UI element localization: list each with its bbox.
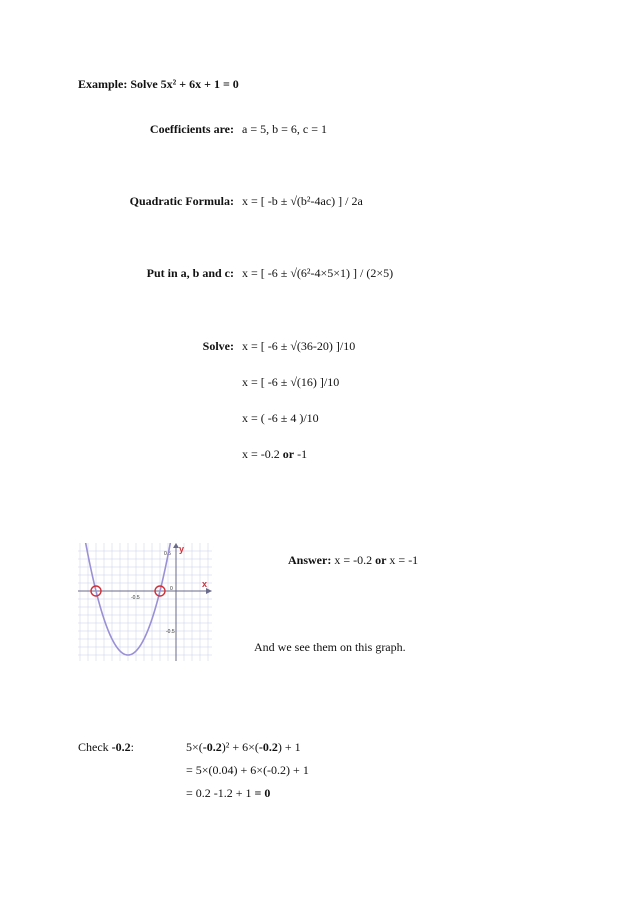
graph-note: And we see them on this graph.: [254, 640, 406, 654]
check-line-1-e: ) + 1: [277, 740, 301, 754]
solve-final-or: or: [282, 447, 295, 461]
check-line-2: = 5×(0.04) + 6×(-0.2) + 1: [186, 763, 309, 777]
tick-label-y-zero: 0: [170, 586, 173, 592]
check-label-prefix: Check: [78, 740, 109, 754]
check-label-colon: :: [130, 740, 134, 754]
solve-final: [242, 447, 307, 462]
tick-label-x-neg: -0.5: [131, 595, 140, 601]
answer-line: [288, 553, 418, 568]
solve-label: Solve:: [202, 339, 234, 353]
solve-step-3: x = ( -6 ± 4 )/10: [242, 411, 319, 425]
solve-step-2: x = [ -6 ± √(16) ]/10: [242, 375, 340, 389]
check-line-1-d: -0.2: [258, 740, 278, 754]
example-label: Example:: [78, 77, 128, 91]
check-label-value: -0.2: [111, 740, 131, 754]
solve-step-1: x = [ -6 ± √(36-20) ]/10: [242, 339, 356, 353]
answer-part-1: x = -0.2: [334, 553, 373, 567]
answer-label: Answer:: [288, 553, 332, 567]
formula-value: x = [ -b ± √(b²-4ac) ] / 2a: [242, 194, 363, 208]
check-line-1: [186, 740, 301, 755]
example-equation: Solve 5x² + 6x + 1 = 0: [130, 77, 239, 91]
tick-label-y-neg: -0.5: [166, 629, 175, 635]
solve-final-suffix: -1: [297, 447, 308, 461]
check-line-1-c: )² + 6×(: [221, 740, 259, 754]
check-label: [78, 740, 134, 755]
check-line-3-a: = 0.2 -1.2 + 1: [186, 786, 255, 800]
coefficients-value: a = 5, b = 6, c = 1: [242, 122, 327, 136]
answer-or: or: [375, 553, 387, 567]
substitute-value: x = [ -6 ± √(6²-4×5×1) ] / (2×5): [242, 266, 394, 280]
example-line: [78, 77, 239, 92]
check-line-3-b: = 0: [254, 786, 271, 800]
solve-final-prefix: x = -0.2: [242, 447, 280, 461]
parabola-graph: [78, 543, 212, 661]
axis-label-y: y: [179, 544, 185, 554]
check-line-1-a: 5×(: [186, 740, 203, 754]
tick-label-y-pos: 0.5: [164, 551, 171, 557]
axis-label-x: x: [202, 579, 208, 589]
answer-part-2: x = -1: [389, 553, 419, 567]
check-line-3: [186, 786, 270, 801]
check-line-1-b: -0.2: [202, 740, 222, 754]
formula-label: Quadratic Formula:: [129, 194, 234, 208]
coefficients-label: Coefficients are:: [149, 122, 234, 136]
substitute-label: Put in a, b and c:: [146, 266, 234, 280]
